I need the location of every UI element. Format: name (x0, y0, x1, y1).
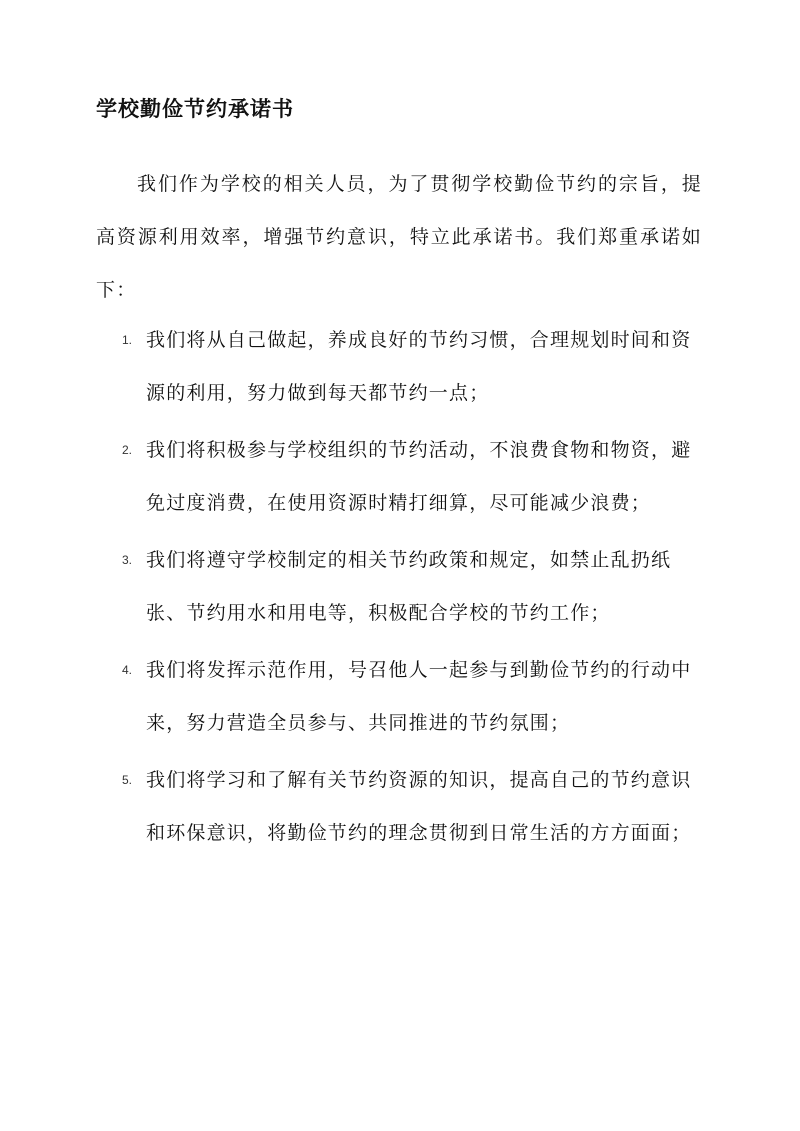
list-item (96, 754, 702, 860)
list-item-number: 1. (122, 333, 133, 347)
list-item-number: 2. (122, 443, 133, 457)
intro-paragraph: 我们作为学校的相关人员，为了贯彻学校勤俭节约的宗旨，提高资源利用效率，增强节约意识，特立此承诺书。我们郑重承诺如下： (96, 173, 702, 301)
list-item-text: 我们将发挥示范作用，号召他人一起参与到勤俭节约的行动中来，努力营造全员参与、共同推进的节约氛围； (146, 659, 692, 734)
list-item-number: 3. (122, 553, 133, 567)
list-item-number: 4. (122, 663, 133, 677)
list-item-number: 5. (122, 773, 133, 787)
list-item (96, 314, 702, 420)
list-item-text: 我们将积极参与学校组织的节约活动，不浪费食物和物资，避免过度消费，在使用资源时精打细算，尽可能减少浪费； (146, 439, 692, 514)
list-item-text: 我们将从自己做起，养成良好的节约习惯，合理规划时间和资源的利用，努力做到每天都节约一点； (146, 329, 692, 404)
list-item-text: 我们将学习和了解有关节约资源的知识，提高自己的节约意识和环保意识，将勤俭节约的理念贯彻到日常生活的方方面面； (146, 769, 692, 844)
list-item-text: 我们将遵守学校制定的相关节约政策和规定，如禁止乱扔纸张、节约用水和用电等，积极配合学校的节约工作； (146, 549, 672, 624)
commitment-list (96, 314, 702, 864)
list-item (96, 534, 702, 640)
list-item (96, 424, 702, 530)
document-title: 学校勤俭节约承诺书 (96, 96, 294, 121)
list-item (96, 644, 702, 750)
